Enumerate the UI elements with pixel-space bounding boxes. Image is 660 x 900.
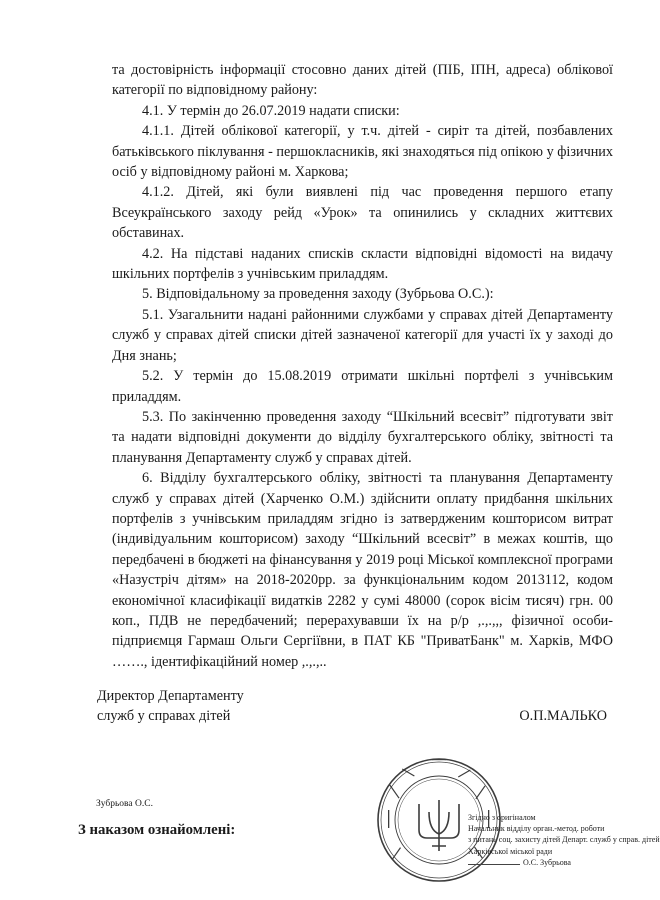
trident-emblem-icon: [419, 800, 459, 851]
visa-line-4: Харківської міської ради: [468, 846, 553, 856]
signer-position: [97, 686, 244, 727]
executor-name: Зубрьова О.С.: [96, 799, 153, 809]
visa-signer-name: О.С. Зубрьова: [523, 857, 571, 867]
paragraph-5-3: 5.3. По закінченню проведення заходу “Шкільний всесвіт” підготувати звіт та надати відповідні документи до відділу бухгалтерського обліку, звітності та планування Департаменту служб у справах дітей.: [112, 408, 613, 466]
paragraph-5-2: 5.2. У термін до 15.08.2019 отримати шкільні портфелі з учнівським приладдям.: [112, 368, 613, 405]
paragraph-4-1-2: 4.1.2. Дітей, які були виявлені під час проведення першого етапу Всеукраїнського заходу рейд «Урок» та опинились у складних життєвих обставинах.: [112, 184, 613, 242]
paragraph-data-reliability: та достовірність інформації стосовно даних дітей (ПІБ, ІПН, адреса) облікової категорії по відповідному району:: [112, 62, 613, 99]
visa-line-3: з питань соц. захисту дітей Департ. служб у справ. дітей: [468, 835, 660, 845]
paragraph-5-1: 5.1. Узагальнити надані районними службами у справах дітей Департаменту служб у справах дітей списки дітей зазначеної категорії для участі їх у заході до Дня знань;: [112, 306, 613, 364]
visa-line-2: Начальник відділу орган.-метод. роботи: [468, 824, 605, 834]
signer-name: О.П.МАЛЬКО: [519, 708, 607, 724]
signer-title-line-1: Директор Департаменту: [97, 688, 244, 704]
paragraph-5: 5. Відповідальному за проведення заходу (Зубрьова О.С.):: [142, 286, 494, 303]
signer-title-line-2: служб у справах дітей: [97, 708, 231, 725]
certified-copy-note: [468, 812, 660, 868]
paragraph-4-1-1: 4.1.1. Дітей облікової категорії, у т.ч. дітей - сиріт та дітей, позбавлених батьківського піклування - першокласників, які знаходяться під опікою у фізичних осіб у відповідному районі м. Харкова;: [112, 123, 613, 181]
paragraph-4-1: 4.1. У термін до 26.07.2019 надати списки:: [142, 102, 400, 119]
paragraph-6: 6. Відділу бухгалтерського обліку, звітності та планування Департаменту служб у справах дітей (Харченко О.М.) здійснити оплату придбання шкільних портфелів з учнівським приладдям згідно із затвердженим кошторисом витрат (індивідуальним кошторисом) заходу “Шкільний всесвіт” в межах коштів, що передбачені в бюджеті на фінансування у 2019 році Міської комплексної програми «Назустріч дітям» на 2018-2020рр. за функціональним кодом 2013112, кодом економічної класифікації видатків 2282 у сумі 48000 (сорок вісім тисяч) грн. 00 коп., ПДВ не передбачений; перерахувавши їх на р/р ,.,.,,, фізичної особи-підприємця Гармаш Ольги Сергіївни, в ПАТ КБ "ПриватБанк" м. Харків, МФО ……., ідентифікаційний номер ,.,.,..: [112, 470, 613, 670]
signature-line: [468, 864, 520, 865]
visa-signature-row: [468, 857, 660, 868]
visa-line-1: Згідно з оригіналом: [468, 813, 536, 822]
order-body: [112, 60, 613, 672]
paragraph-4-2: 4.2. На підставі наданих списків скласти відповідні відомості на видачу шкільних портфелів з учнівським приладдям.: [112, 245, 613, 283]
acknowledgement-heading: З наказом ознайомлені:: [78, 822, 236, 838]
